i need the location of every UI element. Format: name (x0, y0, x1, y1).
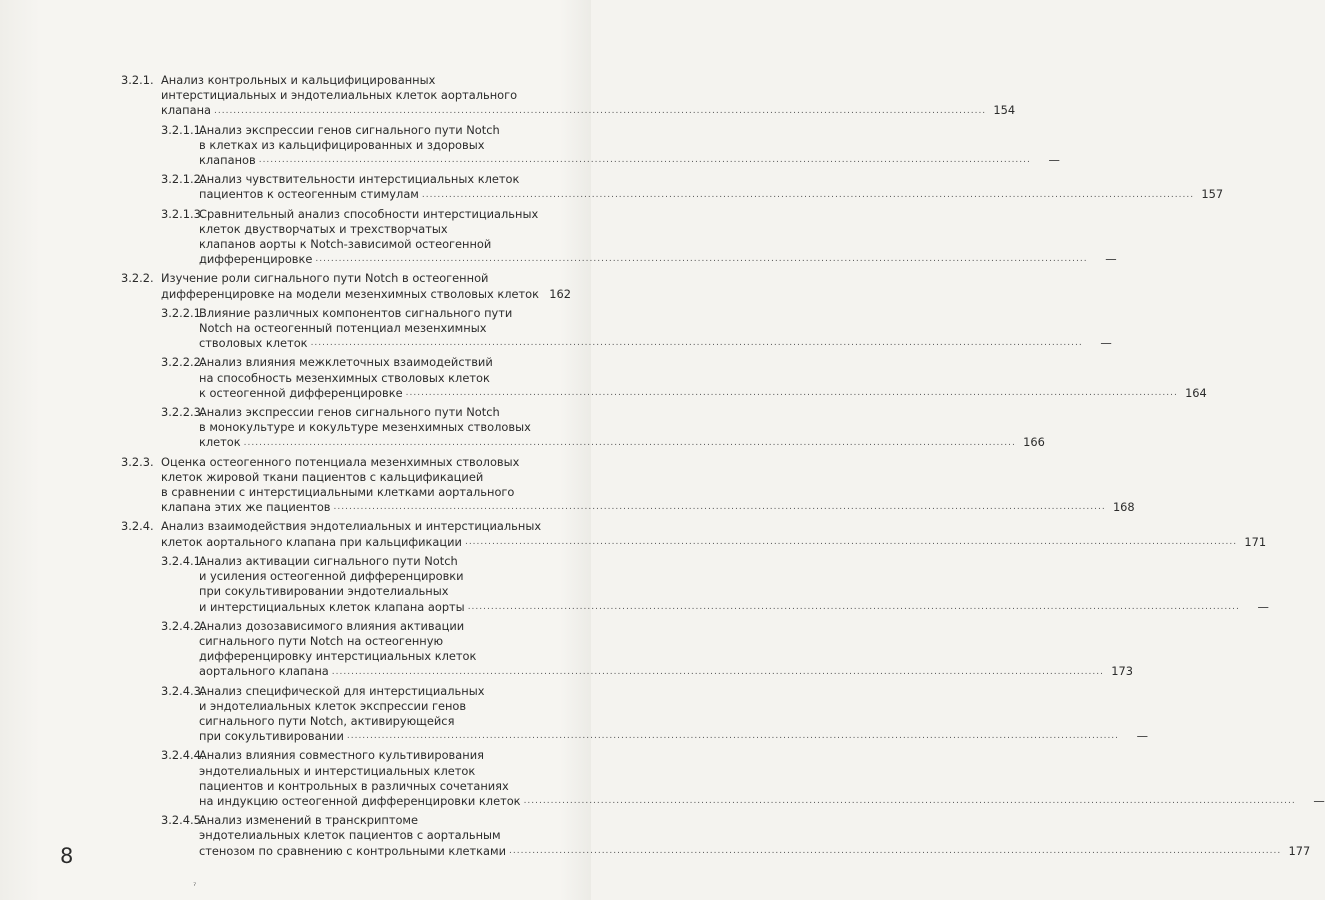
toc-entry (121, 355, 1207, 401)
toc-entry-text-line: дифференцировке на модели мезенхимных стволовых клеток (161, 286, 540, 301)
toc-entry-number: 3.2.4. (121, 519, 154, 534)
toc-entry-page: 157 (1201, 187, 1224, 202)
toc-entry-text-line: сигнального пути Notch, активирующейся (199, 713, 455, 728)
toc-entry-text-line: клеток двустворчатых и трехстворчатых (199, 221, 448, 236)
toc-entry-last-line (199, 599, 1269, 615)
toc-entry-text-line: Анализ взаимодействия эндотелиальных и интерстициальных (161, 519, 542, 534)
toc-entry (121, 206, 1117, 268)
toc-entry-text-line: и интерстициальных клеток клапана аорты (199, 599, 465, 614)
toc-entry-number: 3.2.1.1. (161, 122, 205, 137)
toc-entry-page: — (1257, 599, 1269, 614)
toc-entry-text-line: в монокультуре и кокультуре мезенхимных стволовых (199, 420, 531, 435)
toc-entry-text-line: и усиления остеогенной дифференцировки (199, 569, 464, 584)
toc-entry-last-line (199, 435, 1045, 450)
toc-entry-text-line: на индукцию остеогенной дифференцировки клеток (199, 793, 521, 808)
toc-entry (121, 553, 1269, 615)
toc-entry (121, 73, 1016, 119)
dot-leader: ........................................................................................................................................................................................................ (467, 601, 1240, 612)
toc-entry-last-line (199, 385, 1207, 401)
toc-entry-text-line: клеток (199, 435, 241, 450)
toc-entry-number: 3.2.3. (121, 454, 154, 469)
dot-leader: ........................................................................................................................................................................................................ (405, 388, 1178, 399)
toc-entry-text-line: пациентов к остеогенным стимулам (199, 187, 419, 202)
toc-entry-page: 154 (993, 103, 1016, 118)
toc-entry-text-line: к остеогенной дифференцировке (199, 385, 403, 400)
toc-entry-text-line: сигнального пути Notch на остеогенную (199, 633, 444, 648)
toc-entry-number: 3.2.1.2. (161, 172, 205, 187)
toc-entry-text-line: Анализ изменений в транскриптоме (199, 813, 419, 828)
toc-entry-text-line: аортального клапана (199, 664, 329, 679)
toc-entry-page: 164 (1185, 385, 1207, 400)
toc-entry-page: 168 (1112, 500, 1135, 515)
toc-entry-text-line: Изучение роли сигнального пути Notch в остеогенной (161, 271, 489, 286)
toc-entry-text-line: интерстициальных и эндотелиальных клеток аортального (161, 88, 518, 103)
toc-entry-text-line: при сокультивировании (199, 729, 344, 744)
dot-leader: ........................................................................................................................................................................................................ (214, 105, 987, 116)
dot-leader: ........................................................................................................................................................................................................ (258, 155, 1031, 166)
dot-leader: ........................................................................................................................................................................................................ (523, 796, 1296, 807)
dot-leader: ........................................................................................................................................................................................................ (509, 845, 1282, 856)
toc-entry-text-line: Анализ влияния совместного культивирования (199, 748, 484, 763)
toc-entry-page: — (1100, 336, 1112, 351)
toc-entry-text-line: клеток жировой ткани пациентов с кальцификацией (161, 469, 484, 484)
toc-entry (121, 748, 1325, 809)
toc-entry-last-line (199, 252, 1117, 267)
toc-entry-number: 3.2.1. (121, 73, 154, 87)
toc-entry-text-line: дифференцировке (199, 252, 313, 267)
toc-entry-last-line (199, 153, 1060, 168)
toc-entry-page: — (1136, 729, 1149, 744)
toc-entry-text-line: стенозом по сравнению с контрольными клетками (199, 843, 507, 858)
toc-entry (121, 305, 1112, 352)
toc-entry-page: 171 (1244, 534, 1267, 549)
toc-entry-text-line: Анализ контрольных и кальцифицированных (161, 73, 436, 87)
toc-entry-text-line: Анализ чувствительности интерстициальных клеток (199, 172, 520, 187)
toc-entry-text-line: Сравнительный анализ способности интерстициальных (199, 206, 539, 221)
toc-entry-page: 166 (1023, 435, 1045, 450)
toc-entry-text-line: Влияние различных компонентов сигнального пути (199, 305, 513, 320)
toc-entry-text-line: Оценка остеогенного потенциала мезенхимных стволовых (161, 454, 520, 469)
toc-entry-text-line: клапанов аорты к Notch-зависимой остеогенной (199, 237, 492, 252)
toc-entry-text-line: при сокультивировании эндотелиальных (199, 584, 449, 599)
toc-entry-text-line: эндотелиальных клеток пациентов с аортальным (199, 828, 501, 843)
toc-entry-text-line: клеток аортального клапана при кальцификации (161, 534, 462, 549)
toc-entry-text-line: Анализ специфической для интерстициальных (199, 683, 485, 698)
toc-entry-last-line (161, 286, 572, 302)
toc-entry-number: 3.2.2.2. (161, 355, 205, 370)
toc-entry (121, 454, 1135, 516)
dot-leader: ........................................................................................................................................................................................................ (331, 666, 1104, 677)
toc-entry-page: 162 (549, 286, 572, 301)
toc-entry-text-line: Анализ экспрессии генов сигнального пути Notch (199, 405, 500, 420)
toc-entry-text-line: стволовых клеток (199, 336, 308, 351)
toc-entry (121, 519, 1267, 549)
toc-entry (121, 172, 1224, 202)
toc-entry-text-line: эндотелиальных и интерстициальных клеток (199, 763, 476, 778)
toc-entry-text-line: в клетках из кальцифицированных и здоровых (199, 137, 485, 152)
toc-entry-text-line: и эндотелиальных клеток экспрессии генов (199, 698, 467, 713)
dot-leader: ........................................................................................................................................................................................................ (243, 437, 1016, 448)
toc-entry (121, 405, 1045, 451)
toc-entry-number: 3.2.4.5. (161, 813, 205, 828)
toc-entry-text-line: Анализ экспрессии генов сигнального пути Notch (199, 122, 500, 137)
toc-entry-text-line: дифференцировку интерстициальных клеток (199, 649, 477, 664)
dot-leader: ........................................................................................................................................................................................................ (310, 338, 1083, 349)
toc-entry-page: 173 (1111, 664, 1133, 679)
toc-entry-text-line: пациентов и контрольных в различных сочетаниях (199, 778, 509, 793)
dot-leader: ........................................................................................................................................................................................................ (421, 189, 1195, 200)
toc-entry-number: 3.2.4.4. (161, 748, 205, 763)
toc-entry (121, 683, 1149, 745)
toc-entry-page: 177 (1288, 843, 1311, 858)
toc-entry-text-line: Анализ влияния межклеточных взаимодействий (199, 355, 493, 370)
toc-entry-number: 3.2.4.3. (161, 683, 205, 698)
toc-entry-number: 3.2.1.3. (161, 206, 205, 221)
toc-entry-last-line (199, 664, 1133, 679)
page-number: 8 (60, 844, 74, 868)
dot-leader: ........................................................................................................................................................................................................ (315, 254, 1088, 265)
toc-entry-last-line (199, 336, 1112, 351)
toc-entry-page: — (1105, 252, 1117, 267)
toc-entry-number: 3.2.2.3. (161, 405, 205, 420)
toc-entry-text-line: в сравнении с интерстициальными клетками аортального (161, 485, 515, 500)
toc-entry-number: 3.2.2.1. (161, 305, 205, 320)
toc-entry-text-line: на способность мезенхимных стволовых клеток (199, 370, 490, 385)
toc-entry (121, 618, 1133, 680)
toc-entry-number: 3.2.4.2. (161, 618, 205, 633)
toc-entry (121, 122, 1060, 169)
scan-mark: ˀ (193, 882, 197, 892)
toc-entry-page: — (1048, 153, 1060, 168)
toc-entry-text-line: Анализ дозозависимого влияния активации (199, 618, 465, 633)
toc-entry-text-line: клапанов (199, 153, 256, 168)
dot-leader: ........................................................................................................................................................................................................ (464, 536, 1238, 547)
toc-entry-last-line (161, 103, 1016, 118)
toc-entry-text-line: Notch на остеогенный потенциал мезенхимных (199, 321, 487, 336)
dot-leader: ........................................................................................................................................................................................................ (346, 731, 1120, 742)
dot-leader: ........................................................................................................................................................................................................ (333, 502, 1106, 513)
toc-entry-last-line (161, 500, 1135, 515)
toc-entry-number: 3.2.4.1. (161, 553, 205, 568)
toc-entry (121, 271, 572, 301)
toc-entry-number: 3.2.2. (121, 271, 154, 286)
toc-entry-last-line (199, 843, 1311, 859)
toc-entry-text-line: Анализ активации сигнального пути Notch (199, 553, 458, 568)
toc-entry-text-line: клапана этих же пациентов (161, 500, 331, 515)
toc-entry-page: — (1313, 793, 1325, 808)
toc-entry (121, 813, 1311, 859)
toc-entry-last-line (161, 534, 1267, 550)
toc-entry-last-line (199, 187, 1224, 202)
table-of-contents (121, 73, 1325, 859)
toc-entry-last-line (199, 729, 1149, 744)
toc-entry-last-line (199, 793, 1325, 809)
toc-entry-text-line: клапана (161, 103, 211, 118)
